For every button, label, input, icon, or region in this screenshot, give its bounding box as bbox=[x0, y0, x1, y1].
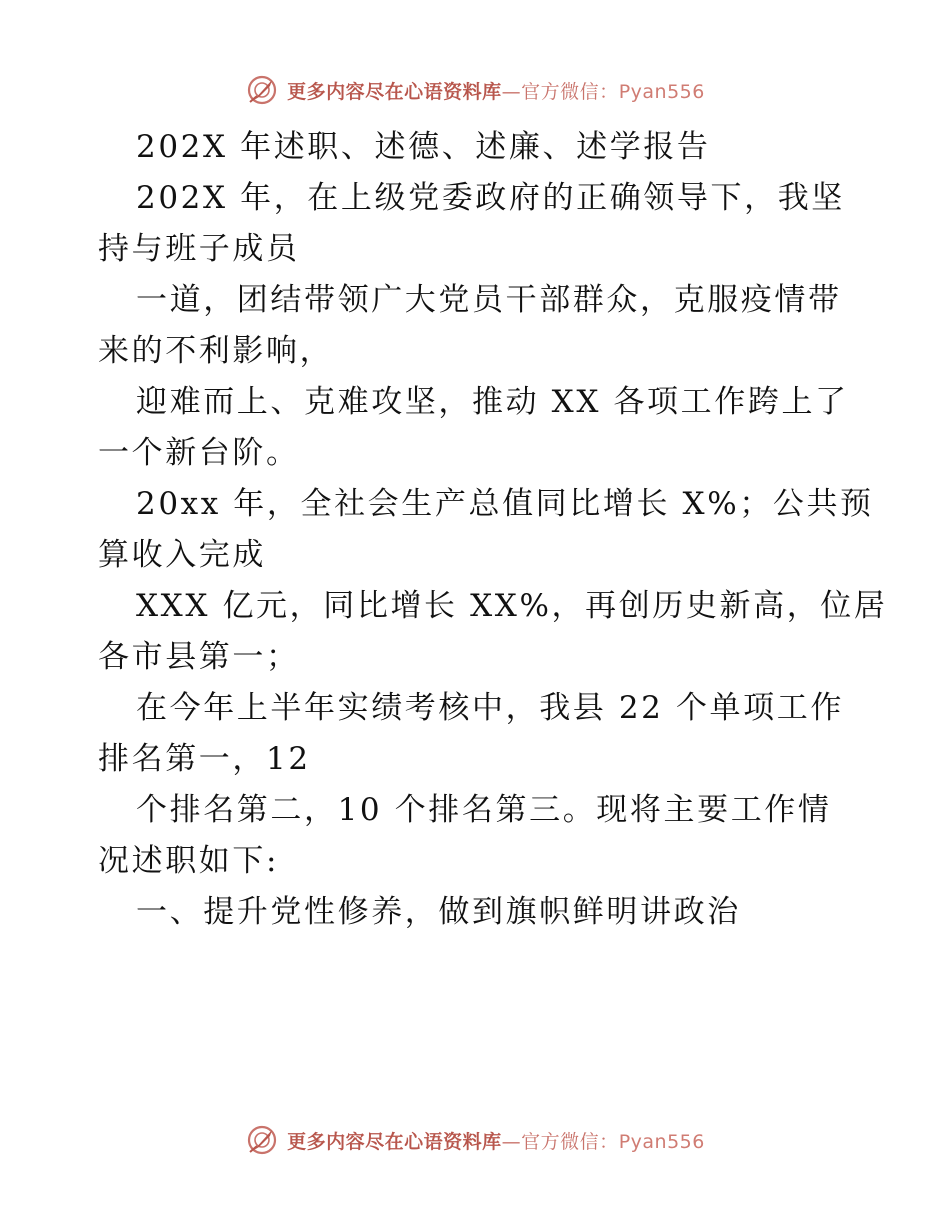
paragraph-line: 202X 年，在上级党委政府的正确领导下，我坚 bbox=[136, 180, 845, 216]
paragraph-line: 排名第一，12 bbox=[98, 741, 311, 777]
watermark-id: Pyan556 bbox=[618, 80, 705, 103]
watermark-dash: — bbox=[501, 80, 522, 103]
paragraph-line: 来的不利影响， bbox=[98, 333, 334, 369]
watermark-text bbox=[287, 1127, 705, 1154]
footer-watermark bbox=[0, 1120, 950, 1160]
watermark-dash: — bbox=[501, 1130, 522, 1153]
paragraph-line: 个排名第二，10 个排名第三。现将主要工作情 bbox=[136, 792, 832, 828]
quill-seal-icon bbox=[245, 1123, 279, 1157]
paragraph-line: XXX 亿元，同比增长 XX%，再创历史新高，位居 bbox=[136, 588, 888, 624]
watermark-text bbox=[287, 77, 705, 104]
watermark-id: Pyan556 bbox=[618, 1130, 705, 1153]
paragraph-line: 一道，团结带领广大党员干部群众，克服疫情带 bbox=[136, 282, 842, 318]
section-heading: 一、提升党性修养，做到旗帜鲜明讲政治 bbox=[136, 894, 741, 930]
watermark-main: 更多内容尽在心语资料库 bbox=[287, 80, 502, 103]
paragraph-line: 算收入完成 bbox=[98, 537, 266, 573]
header-watermark bbox=[0, 70, 950, 110]
paragraph-line: 各市县第一； bbox=[98, 639, 300, 675]
paragraph-line: 持与班子成员 bbox=[98, 231, 300, 267]
paragraph-line: 迎难而上、克难攻坚，推动 XX 各项工作跨上了 bbox=[136, 384, 849, 420]
watermark-main: 更多内容尽在心语资料库 bbox=[287, 1130, 502, 1153]
paragraph-line: 况述职如下: bbox=[98, 843, 280, 879]
paragraph-line: 一个新台阶。 bbox=[98, 435, 300, 471]
document-body bbox=[98, 122, 888, 938]
watermark-sub: 官方微信： bbox=[521, 80, 619, 103]
document-title: 202X 年述职、述德、述廉、述学报告 bbox=[136, 129, 711, 165]
quill-seal-icon bbox=[245, 73, 279, 107]
watermark-sub: 官方微信： bbox=[521, 1130, 619, 1153]
paragraph-line: 在今年上半年实绩考核中，我县 22 个单项工作 bbox=[136, 690, 844, 726]
paragraph-line: 20xx 年，全社会生产总值同比增长 X%；公共预 bbox=[136, 486, 874, 522]
